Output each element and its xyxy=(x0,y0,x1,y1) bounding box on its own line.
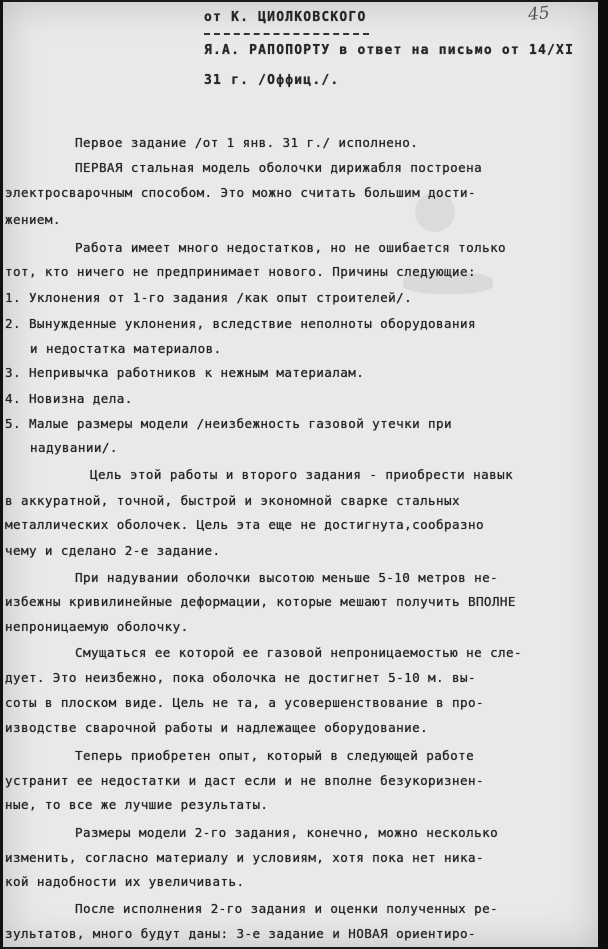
list-item-continuation: и недостатка материалов. xyxy=(30,341,222,356)
body-line: Размеры модели 2-го задания, конечно, можно несколько xyxy=(75,825,499,840)
body-line: электросварочным способом. Это можно считать большим дости- xyxy=(5,185,476,200)
body-line: изводстве сварочной работы и надлежащее оборудование. xyxy=(5,720,429,735)
page-number: 45 xyxy=(527,2,551,26)
body-line: ные, то все же лучшие результаты. xyxy=(5,797,269,812)
body-line: Теперь приобретен опыт, который в следующей работе xyxy=(75,748,475,763)
body-line: дует. Это неизбежно, пока оболочка не достигнет 5-10 м. вы- xyxy=(5,670,476,685)
body-line: соты в плоском виде. Цель не та, а усовершенствование в про- xyxy=(5,695,484,710)
body-line: кой надобности их увеличивать. xyxy=(5,874,245,889)
body-line: Работа имеет много недостатков, но не ошибается только xyxy=(75,240,507,255)
list-item: 1. Уклонения от 1-го задания /как опыт строителей/. xyxy=(5,290,413,305)
body-line: После исполнения 2-го задания и оценки полученных ре- xyxy=(75,901,499,916)
body-line: Смущаться ее которой ее газовой непроницаемостью не сле- xyxy=(75,645,522,660)
scan-edge-left xyxy=(0,0,3,949)
body-line: тот, кто ничего не предпринимает нового. Причины следующие: xyxy=(5,264,476,279)
header-from: от К. ЦИОЛКОВСКОГО xyxy=(204,10,367,25)
list-item: 4. Новизна дела. xyxy=(5,391,133,406)
header-to-line-1: Я.А. РАПОПОРТУ в ответ на письмо от 14/XI xyxy=(204,43,575,58)
body-line: изменить, согласно материалу и условиям, хотя пока нет ника- xyxy=(5,850,484,865)
body-line: в аккуратной, точной, быстрой и экономной сварке стальных xyxy=(5,493,460,508)
body-line: Первое задание /от 1 янв. 31 г./ исполнено. xyxy=(75,135,419,150)
body-line: зультатов, много будут даны: 3-е задание и НОВАЯ ориентиро- xyxy=(5,926,476,941)
list-item: 3. Непривычка работников к нежным материалам. xyxy=(5,365,365,380)
scan-edge-right xyxy=(598,0,608,949)
body-line: При надувании оболочки высотою меньше 5-10 метров не- xyxy=(75,570,499,585)
header-underline xyxy=(204,33,369,35)
list-item: 2. Вынужденные уклонения, вследствие неполноты оборудования xyxy=(5,316,476,331)
body-line: избежны кривилинейные деформации, которые мешают получить ВПОЛНЕ xyxy=(5,594,516,609)
body-line: металлических оболочек. Цель эта еще не достигнута,сообразно xyxy=(5,517,484,532)
list-item-continuation: надувании/. xyxy=(30,440,118,455)
body-line: устранит ее недостатки и даст если и не вполне безукоризнен- xyxy=(5,773,484,788)
list-item: 5. Малые размеры модели /неизбежность газовой утечки при xyxy=(5,416,452,431)
body-line: жением. xyxy=(5,212,61,227)
body-line: ПЕРВАЯ стальная модель оболочки дирижабля построена xyxy=(75,160,483,175)
body-line: чему и сделано 2-е задание. xyxy=(5,543,221,558)
header-to-line-2: 31 г. /Оффиц./. xyxy=(204,73,340,88)
body-line: непроницаемую оболочку. xyxy=(5,619,189,634)
body-line: Цель этой работы и второго задания - приобрести навык xyxy=(90,467,514,482)
